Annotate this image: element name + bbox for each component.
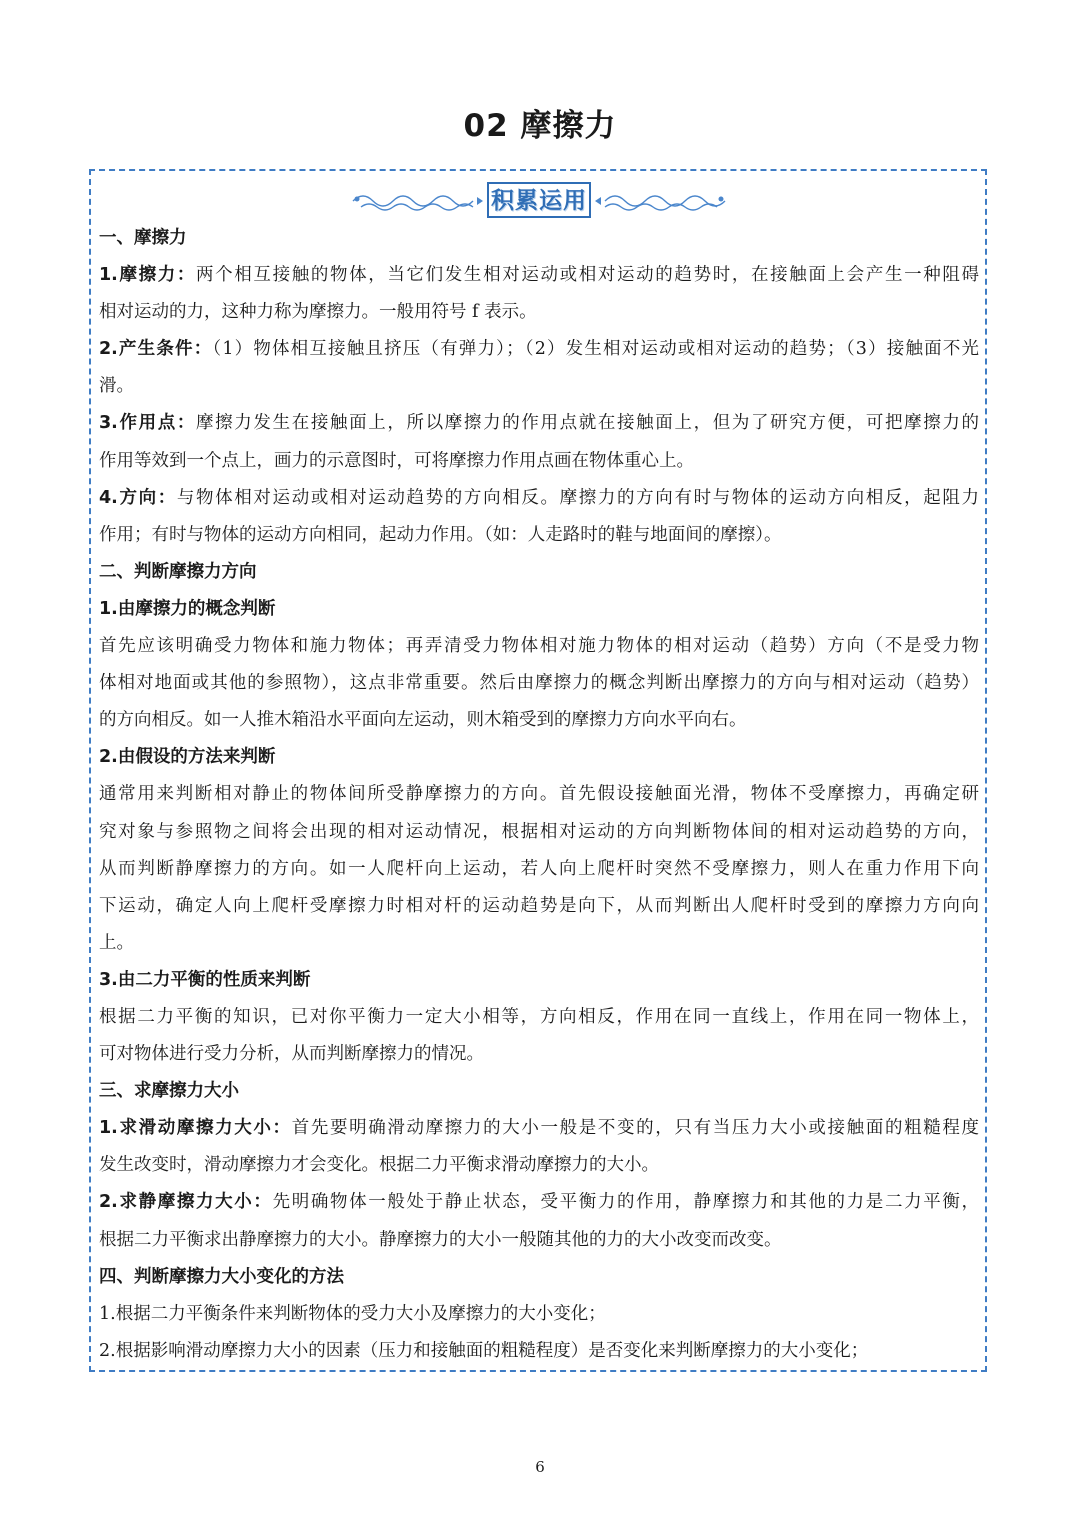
banner-label: 积累运用 xyxy=(487,182,591,218)
paragraph-text: 两个相互接触的物体，当它们发生相对运动或相对运动的趋势时，在接触面上会产生一种阻碍 xyxy=(196,265,979,286)
section-heading-3: 三、求摩擦力大小 xyxy=(99,1081,239,1102)
item-label: 1.摩擦力： xyxy=(99,265,197,286)
paragraph-line: 可对物体进行受力分析，从而判断摩擦力的情况。 xyxy=(99,1044,484,1065)
item-point-of-action xyxy=(99,405,979,442)
paragraph-line: 究对象与参照物之间将会出现的相对运动情况，根据相对运动的方向判断物体间的相对运动趋势的方向， xyxy=(99,821,979,842)
paragraph-text: （1）物体相互接触且挤压（有弹力）；（2）发生相对运动或相对运动的趋势；（3）接触面不光 xyxy=(212,339,979,360)
paragraph-line: 相对运动的力，这种力称为摩擦力。一般用符号 f 表示。 xyxy=(99,302,537,323)
item-sliding-friction xyxy=(99,1110,979,1147)
paragraph-text: 与物体相对运动或相对运动趋势的方向相反。摩擦力的方向有时与物体的运动方向相反，起阻力 xyxy=(176,487,979,508)
paragraph-line: 上。 xyxy=(99,932,134,953)
subheading: 1.由摩擦力的概念判断 xyxy=(99,598,276,619)
paragraph-line: 通常用来判断相对静止的物体间所受静摩擦力的方向。首先假设接触面光滑，物体不受摩擦力，再确定研 xyxy=(99,784,979,805)
paragraph-line: 体相对地面或其他的参照物），这点非常重要。然后由摩擦力的概念判断出摩擦力的方向与相对运动（趋势） xyxy=(99,673,979,694)
paragraph-line: 作用；有时与物体的运动方向相同，起动力作用。（如：人走路时的鞋与地面间的摩擦）。 xyxy=(99,524,782,545)
subheading: 2.由假设的方法来判断 xyxy=(99,747,276,768)
paragraph-text: 首先要明确滑动摩擦力的大小一般是不变的，只有当压力大小或接触面的粗糙程度 xyxy=(291,1118,979,1139)
section-banner xyxy=(349,177,729,225)
page-number: 6 xyxy=(535,1458,545,1476)
item-direction xyxy=(99,480,979,517)
item-static-friction xyxy=(99,1184,979,1221)
item-label: 1.求滑动摩擦力大小： xyxy=(99,1118,292,1139)
item-label: 3.作用点： xyxy=(99,413,197,434)
section-heading-1: 一、摩擦力 xyxy=(99,228,187,248)
paragraph-text: 先明确物体一般处于静止状态，受平衡力的作用，静摩擦力和其他的力是二力平衡， xyxy=(272,1192,979,1213)
paragraph-line: 首先应该明确受力物体和施力物体；再弄清受力物体相对施力物体的相对运动（趋势）方向（不是受力物 xyxy=(99,636,979,657)
paragraph-line: 滑。 xyxy=(99,376,134,397)
item-conditions xyxy=(99,331,979,368)
section-heading-2: 二、判断摩擦力方向 xyxy=(99,561,257,582)
paragraph-line: 的方向相反。如一人推木箱沿水平面向左运动，则木箱受到的摩擦力方向水平向右。 xyxy=(99,710,747,731)
paragraph-text: 摩擦力发生在接触面上，所以摩擦力的作用点就在接触面上，但为了研究方便，可把摩擦力的 xyxy=(196,413,979,434)
paragraph-line: 根据二力平衡求出静摩擦力的大小。静摩擦力的大小一般随其他的力的大小改变而改变。 xyxy=(99,1229,782,1250)
item-friction-definition xyxy=(99,257,979,294)
paragraph-line: 2.根据影响滑动摩擦力大小的因素（压力和接触面的粗糙程度）是否变化来判断摩擦力的大小变化； xyxy=(99,1340,869,1361)
body-text xyxy=(99,220,979,1370)
page-title: 02 摩擦力 xyxy=(463,108,617,144)
paragraph-line: 作用等效到一个点上，画力的示意图时，可将摩擦力作用点画在物体重心上。 xyxy=(99,450,694,471)
paragraph-line: 发生改变时，滑动摩擦力才会变化。根据二力平衡求滑动摩擦力的大小。 xyxy=(99,1155,659,1176)
paragraph-line: 根据二力平衡的知识，已对你平衡力一定大小相等，方向相反，作用在同一直线上，作用在同一物体上， xyxy=(99,1006,979,1027)
paragraph-line: 从而判断静摩擦力的方向。如一人爬杆向上运动，若人向上爬杆时突然不受摩擦力，则人在重力作用下向 xyxy=(99,858,979,879)
item-label: 4.方向： xyxy=(99,487,177,508)
paragraph-line: 下运动，确定人向上爬杆受摩擦力时相对杆的运动趋势是向下，从而判断出人爬杆时受到的摩擦力方向向 xyxy=(99,895,979,916)
item-label: 2.产生条件： xyxy=(99,339,213,360)
section-heading-4: 四、判断摩擦力大小变化的方法 xyxy=(99,1266,344,1287)
item-label: 2.求静摩擦力大小： xyxy=(99,1192,273,1213)
paragraph-line: 1.根据二力平衡条件来判断物体的受力大小及摩擦力的大小变化； xyxy=(99,1303,606,1324)
subheading: 3.由二力平衡的性质来判断 xyxy=(99,969,311,990)
content-box xyxy=(89,169,987,1372)
